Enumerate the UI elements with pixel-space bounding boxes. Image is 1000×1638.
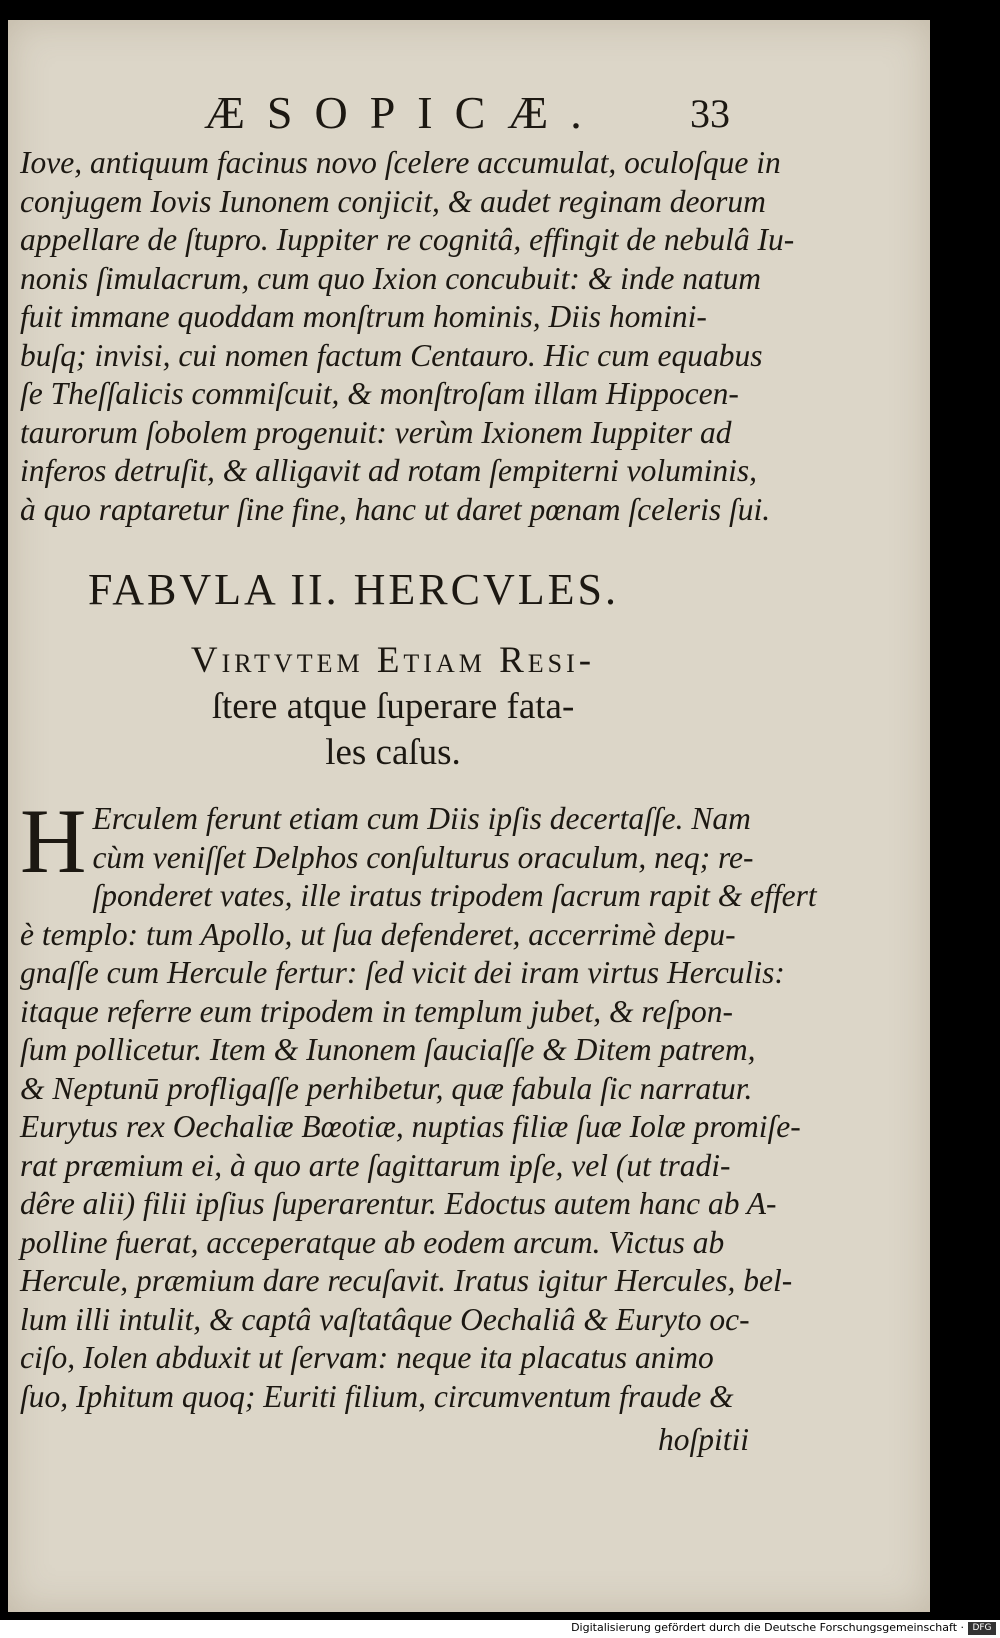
text-line: buſq; invisi, cui nomen factum Centauro. Hic cum equabus	[20, 337, 763, 373]
text-line: ſum pollicetur. Item & Iunonem ſauciaſſe & Ditem patrem,	[20, 1032, 756, 1067]
catchword: hoſpitii	[658, 1422, 750, 1457]
text-line: ſe Theſſalicis commiſcuit, & monſtroſam illam Hippocen-	[20, 376, 739, 411]
text-line: & Neptunū profligaſſe perhibetur, quæ fabula ſic narratur.	[20, 1070, 753, 1106]
text-line: gnaſſe cum Hercule fertur: ſed vicit dei iram virtus Herculis:	[20, 955, 785, 990]
text-line: itaque referre eum tripodem in templum jubet, & reſpon-	[20, 993, 733, 1029]
text-line: cùm veniſſet Delphos conſulturus oraculum, neq; re-	[92, 839, 754, 875]
drop-cap: H	[20, 790, 87, 892]
text-line: taurorum ſobolem progenuit: verùm Ixionem Iuppiter ad	[20, 414, 732, 450]
text-line: ciſo, Iolen abduxit ut ſervam: neque ita placatus animo	[20, 1340, 714, 1375]
text-line: rat præmium ei, à quo arte ſagittarum ipſe, vel (ut tradi-	[20, 1147, 731, 1183]
fable-title: FABVLA II. HERCVLES.	[88, 565, 619, 614]
text-line: Erculem ferunt etiam cum Diis ipſis decertaſſe. Nam	[92, 801, 751, 836]
text-line: è templo: tum Apollo, ut ſua defenderet, accerrimè depu-	[20, 916, 736, 952]
text-line: fuit immane quoddam monſtrum hominis, Diis homini-	[20, 299, 707, 334]
argument-line: ſtere atque ſuperare fata-	[211, 686, 575, 727]
funding-notice: Digitalisierung gefördert durch die Deutsche Forschungsgemeinschaft ·	[571, 1621, 964, 1634]
argument-line: les caſus.	[325, 732, 461, 773]
text-line: à quo raptaretur ſine fine, hanc ut daret pœnam ſceleris ſui.	[20, 491, 771, 527]
text-line: conjugem Iovis Iunonem conjicit, & audet reginam deorum	[20, 183, 766, 219]
dfg-logo: DFG	[968, 1622, 996, 1635]
book-page	[8, 20, 930, 1612]
running-head: ÆSOPICÆ.	[204, 87, 604, 138]
text-line: Iove, antiquum facinus novo ſcelere accumulat, oculoſque in	[20, 145, 781, 180]
text-line: nonis ſimulacrum, cum quo Ixion concubuit: & inde natum	[20, 260, 762, 296]
lower-paragraph	[20, 790, 817, 1416]
argument-line: Virtvtem Etiam Resi-	[190, 640, 596, 681]
upper-paragraph	[20, 144, 795, 529]
fable-argument	[78, 638, 708, 776]
text-line: Hercule, præmium dare recuſavit. Iratus igitur Hercules, bel-	[20, 1263, 793, 1298]
footer-bar	[0, 1620, 1000, 1638]
text-line: appellare de ſtupro. Iuppiter re cognitâ, effingit de nebulâ Iu-	[20, 222, 795, 257]
text-line: inferos detruſit, & alligavit ad rotam ſempiterni voluminis,	[20, 453, 758, 488]
page-header	[8, 86, 930, 146]
text-line: dêre alii) filii ipſius ſuperarentur. Edoctus autem hanc ab A-	[20, 1186, 777, 1221]
page-number: 33	[690, 91, 730, 136]
text-line: Eurytus rex Oechaliæ Bœotiæ, nuptias filiæ ſuæ Iolæ promiſe-	[20, 1109, 801, 1144]
text-line: ſponderet vates, ille iratus tripodem ſacrum rapit & effert	[92, 878, 817, 913]
text-line: polline fuerat, acceperatque ab eodem arcum. Victus ab	[20, 1224, 725, 1260]
text-line: lum illi intulit, & captâ vaſtatâque Oechaliâ & Euryto oc-	[20, 1301, 750, 1337]
text-line: ſuo, Iphitum quoq; Euriti filium, circumventum fraude &	[20, 1378, 734, 1414]
